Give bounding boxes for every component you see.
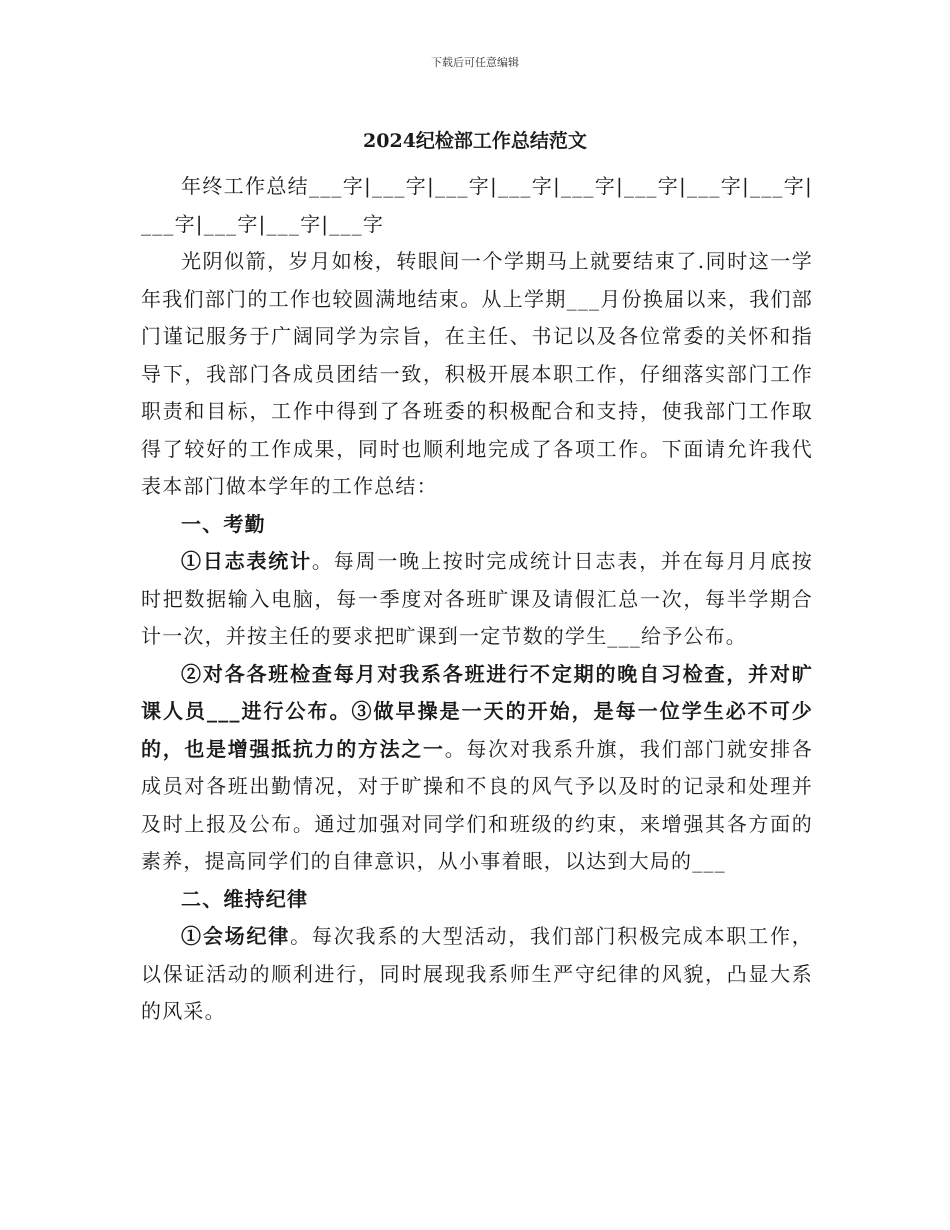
bold-lead-log-statistics: ①日志表统计 [181, 549, 312, 573]
page-header: 下载后可任意编辑 [431, 56, 519, 69]
section-heading-attendance: 一、考勤 [181, 511, 266, 536]
paragraph-intro: 光阴似箭，岁月如梭，转眼间一个学期马上就要结束了.同时这一学年我们部门的工作也较圆满地结束。从上学期___月份换届以来，我们部门谨记服务于广阔同学为宗旨，在主任、书记以及各位常委的关怀和指导下，我部门各成员团结一致，积极开展本职工作，仔细落实部门工作职责和目标，工作中得到了各班委的积极配合和支持，使我部门工作取得了较好的工作成果，同时也顺利地完成了各项工作。下面请允许我代表本部门做本学年的工作总结： [141, 249, 813, 498]
paragraph-venue-discipline [141, 918, 813, 1031]
bold-lead-class-inspection: ②对各各班检查每月对我系各班进行不定期的晚自习检查，并对旷课人员___进行公布。③做早操是一天的开始，是每一位学生必不可少的，也是增强抵抗力的方法之一 [141, 661, 813, 761]
document-title: 2024纪检部工作总结范文 [363, 130, 587, 152]
paragraph-word-count: 年终工作总结___字|___字|___字|___字|___字|___字|___字|___字|___字|___字|___字|___字 [141, 174, 813, 236]
text-venue-discipline: 。每次我系的大型活动，我们部门积极完成本职工作，以保证活动的顺利进行，同时展现我系师生严守纪律的风貌，凸显大系的风采。 [141, 924, 813, 1023]
text-class-inspection: 。每次对我系升旗，我们部门就安排各成员对各班出勤情况，对于旷操和不良的风气予以及时的记录和处理并及时上报及公布。通过加强对同学们和班级的约束，来增强其各方面的素养，提高同学们的自律意识，从小事着眼，以达到大局的___ [141, 736, 813, 873]
section-heading-discipline: 二、维持纪律 [181, 886, 309, 911]
paragraph-class-inspection [141, 656, 813, 881]
bold-lead-venue-discipline: ①会场纪律 [181, 924, 291, 948]
text-log-statistics: 。每周一晚上按时完成统计日志表，并在每月月底按时把数据输入电脑，每一季度对各班旷课及请假汇总一次，每半学期合计一次，并按主任的要求把旷课到一定节数的学生___给予公布。 [141, 549, 813, 648]
document-body [141, 168, 813, 1031]
paragraph-log-statistics [141, 543, 813, 656]
